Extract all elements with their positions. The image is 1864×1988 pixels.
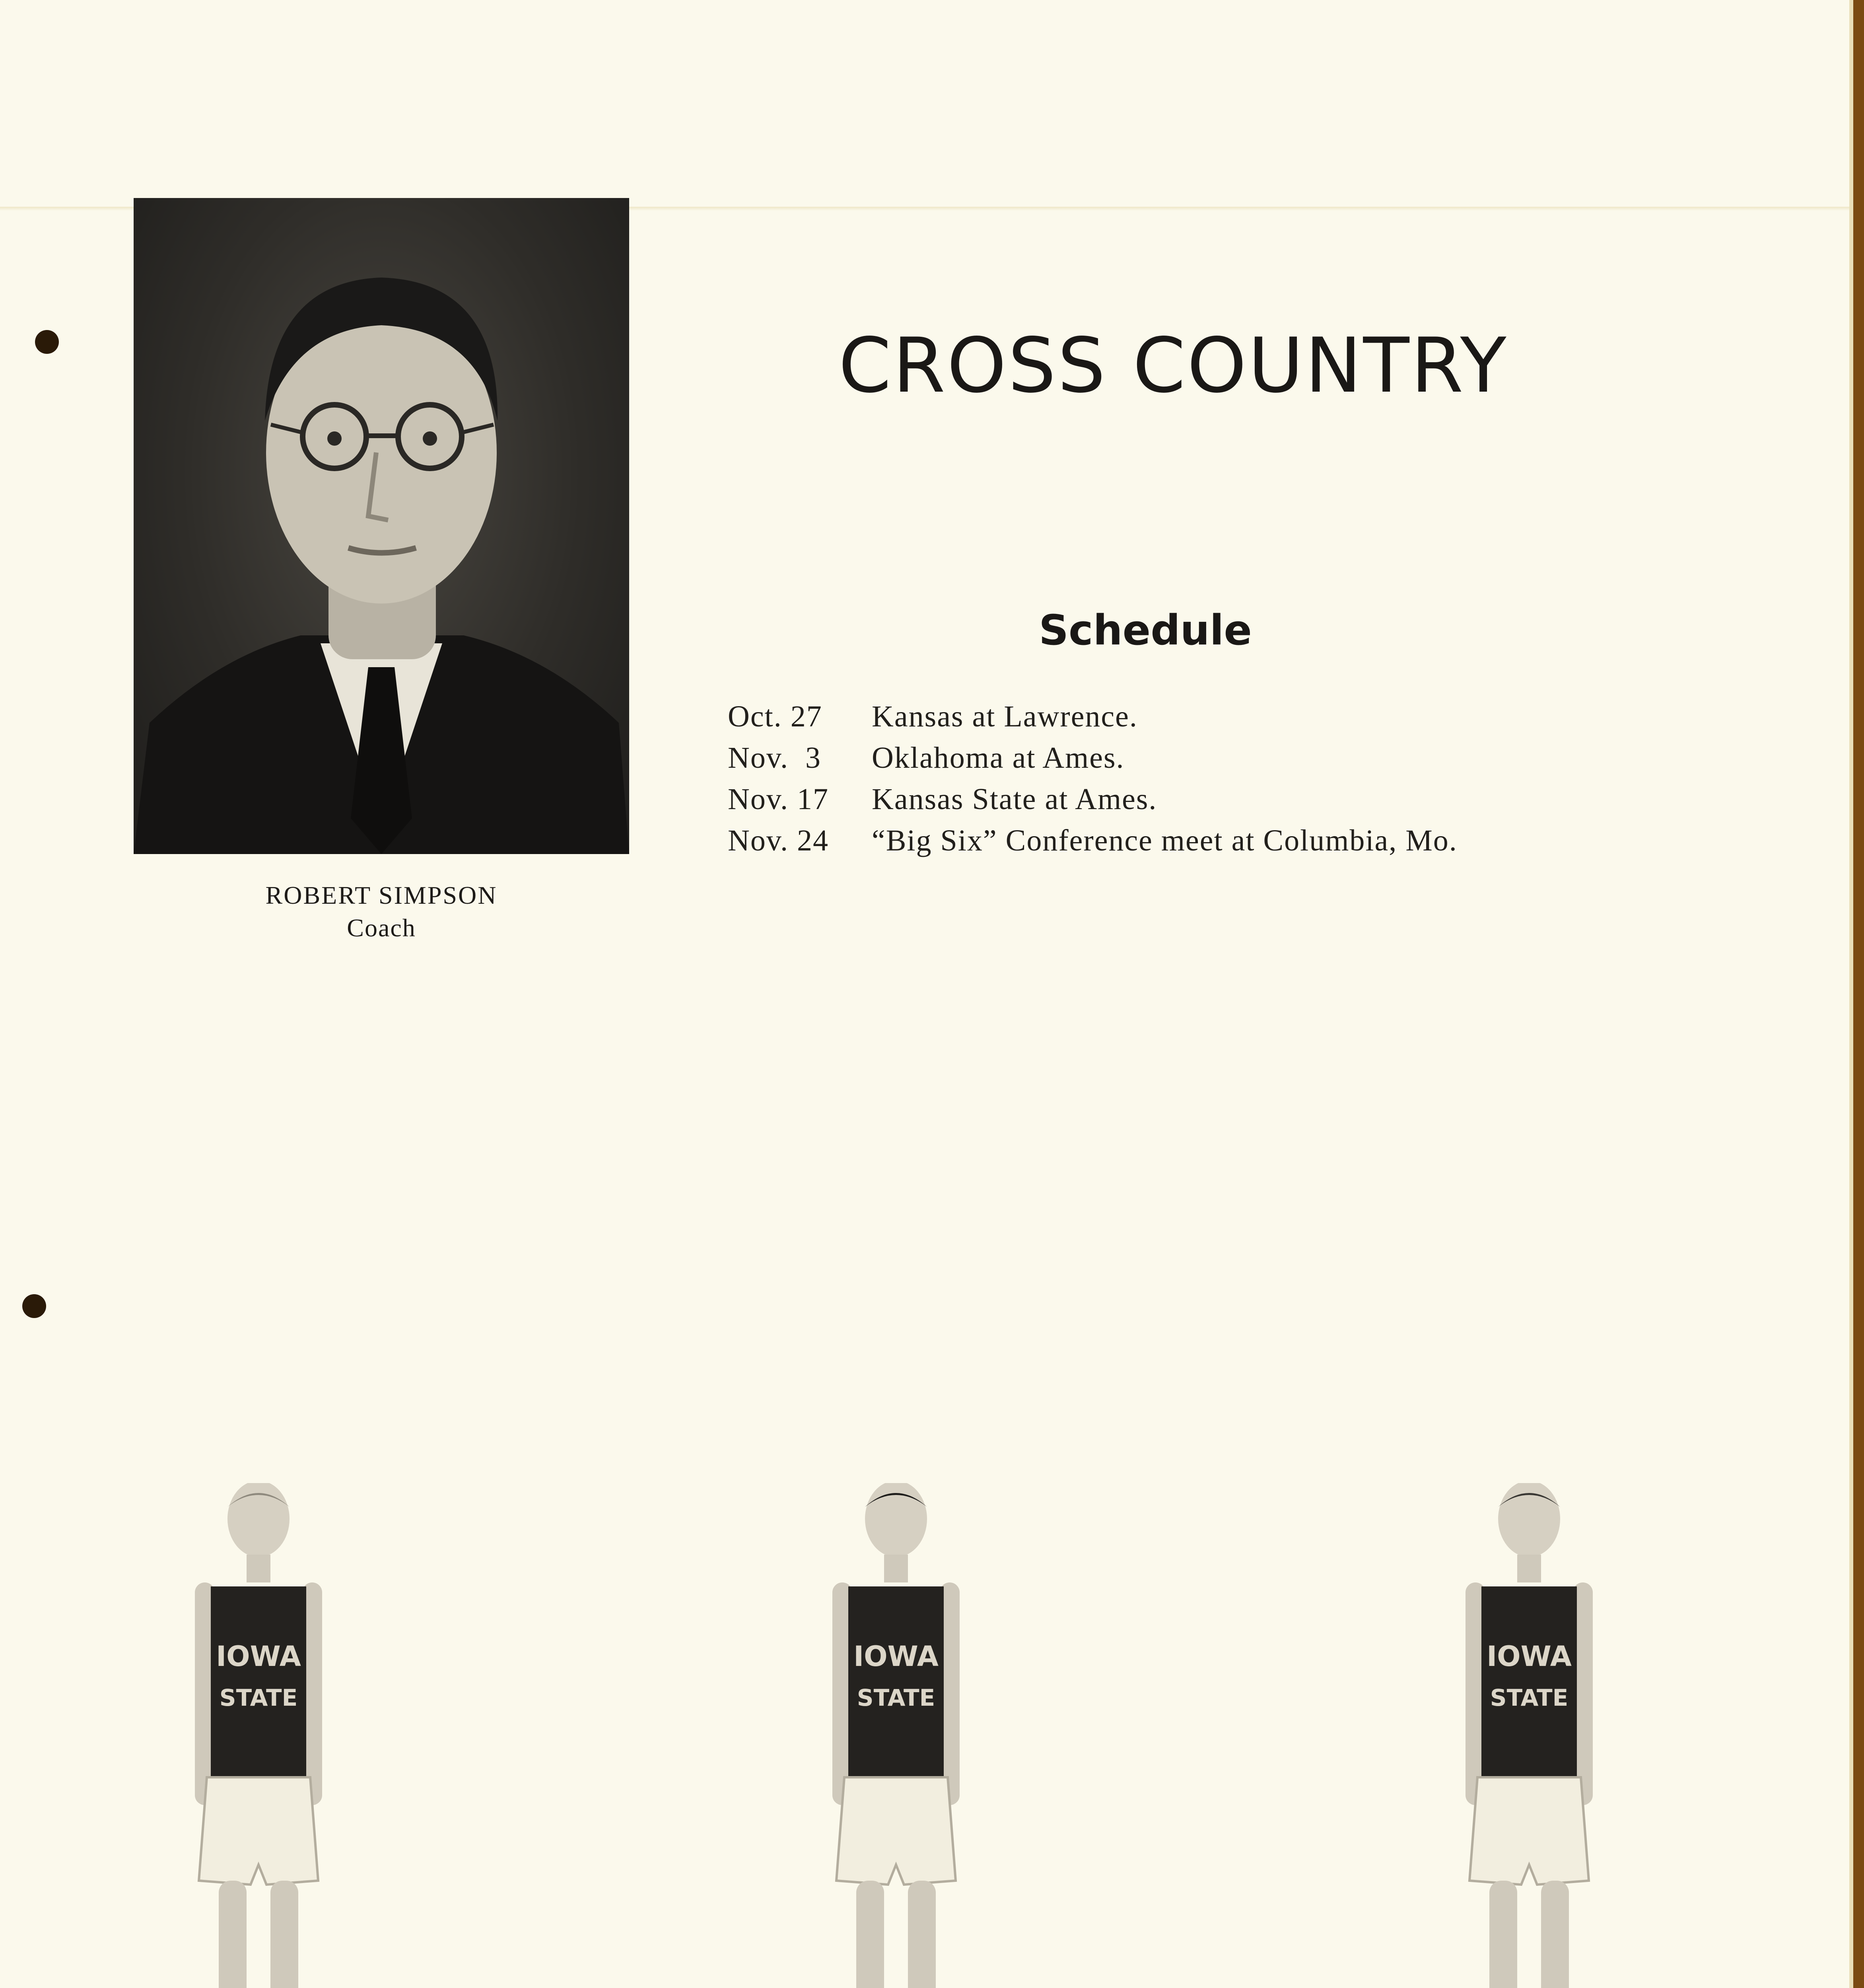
jersey-text-bottom: STATE [219, 1684, 298, 1711]
coach-photo [134, 198, 629, 854]
schedule-heading: Schedule [1039, 606, 1252, 654]
schedule-list [728, 696, 1722, 861]
coach-role: Coach [347, 914, 416, 942]
runner-photo-hoak [1410, 1483, 1648, 1988]
jersey-text-bottom: STATE [857, 1684, 935, 1711]
schedule-row [728, 737, 1722, 779]
schedule-date: Nov. 24 [728, 823, 829, 857]
schedule-event: “Big Six” Conference meet at Columbia, Mo. [872, 823, 1458, 857]
schedule-event: Kansas State at Ames. [872, 782, 1157, 816]
page-title: CROSS COUNTRY [838, 322, 1508, 410]
binder-hole [22, 1294, 46, 1318]
schedule-date: Nov. 17 [728, 782, 829, 816]
schedule-row [728, 820, 1722, 861]
schedule-date: Nov. 3 [728, 741, 821, 775]
schedule-event: Oklahoma at Ames. [872, 741, 1125, 775]
jersey-text-bottom: STATE [1490, 1684, 1569, 1711]
runner-photo-christensen [777, 1483, 1015, 1988]
jersey-text-top: IOWA [1487, 1640, 1572, 1673]
jersey-text-top: IOWA [216, 1640, 301, 1673]
schedule-event: Kansas at Lawrence. [872, 699, 1138, 733]
binder-hole [35, 330, 59, 354]
coach-name: ROBERT SIMPSON [265, 881, 498, 909]
schedule-row [728, 779, 1722, 820]
schedule-row [728, 696, 1722, 737]
runner-photo-behrens [139, 1483, 378, 1988]
jersey-text-top: IOWA [853, 1640, 939, 1673]
schedule-date: Oct. 27 [728, 699, 822, 733]
coach-caption [134, 879, 629, 944]
